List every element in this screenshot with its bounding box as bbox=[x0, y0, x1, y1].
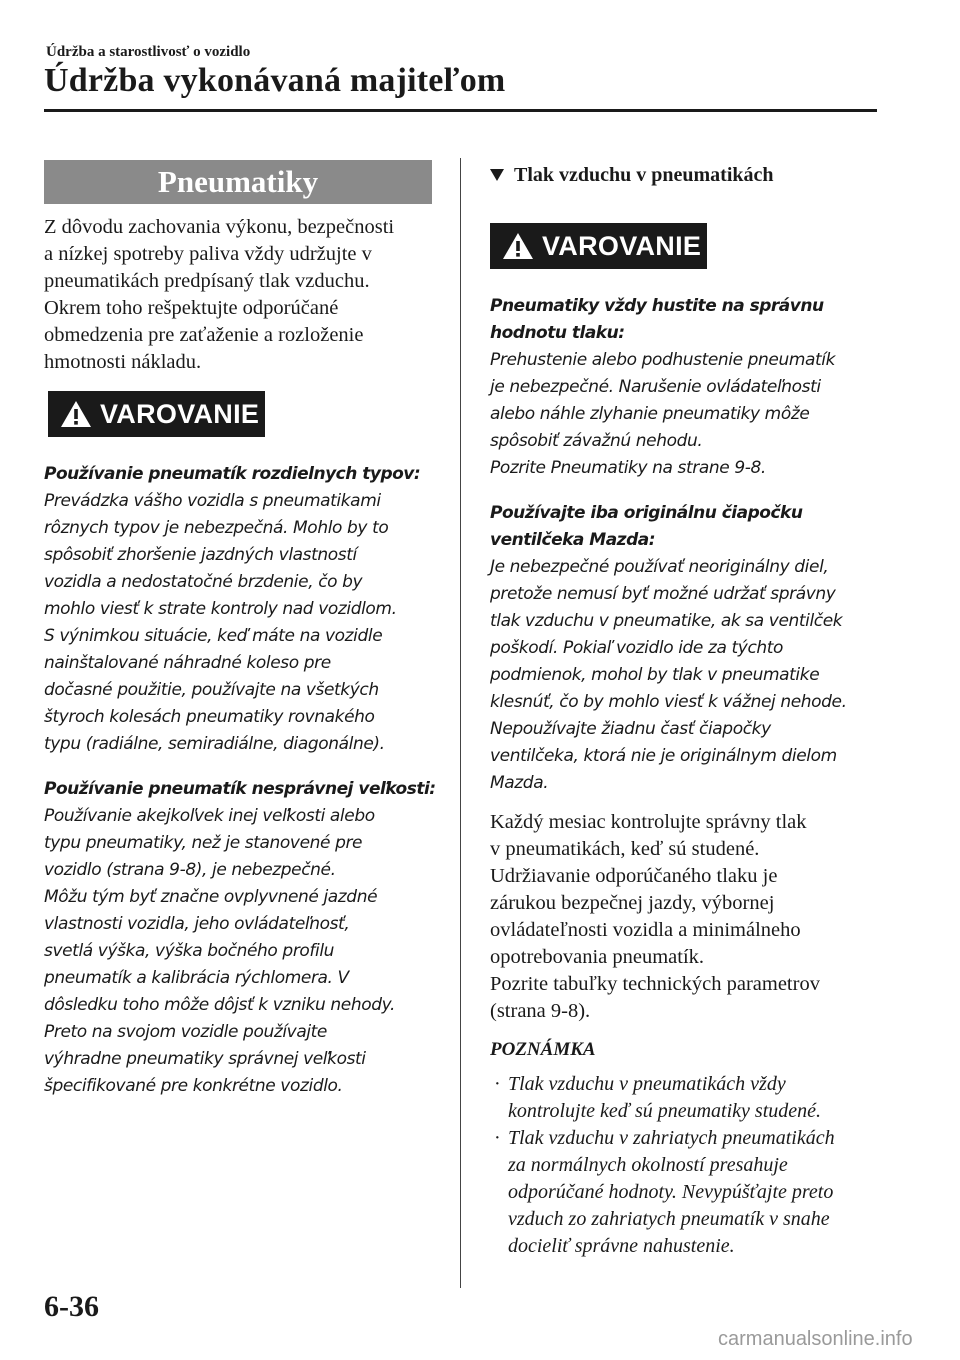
warning-block-mixed-tires bbox=[44, 461, 436, 758]
body-line: zárukou bezpečnej jazdy, výbornej bbox=[490, 892, 775, 914]
note-line: vzduch zo zahriatych pneumatík v snahe bbox=[508, 1208, 830, 1230]
breadcrumb: Údržba a starostlivosť o vozidlo bbox=[46, 44, 251, 60]
warning-block-wrong-size bbox=[44, 776, 436, 1100]
warning-line: špecifikované pre konkrétne vozidlo. bbox=[44, 1076, 343, 1096]
watermark: carmanualsonline.info bbox=[718, 1328, 913, 1350]
note-list bbox=[490, 1071, 880, 1260]
warning-line: svetlá výška, výška bočného profilu bbox=[44, 941, 335, 961]
note-item bbox=[490, 1071, 880, 1125]
note-line: Tlak vzduchu v zahriatych pneumatikách bbox=[508, 1127, 835, 1149]
warning-line: Nepoužívajte žiadnu časť čiapočky bbox=[490, 719, 771, 739]
warning-line: Prevádzka vášho vozidla s pneumatikami bbox=[44, 491, 381, 511]
intro-line: pneumatikách predpísaný tlak vzduchu. bbox=[44, 270, 370, 292]
warning-line: vlastnosti vozidla, jeho ovládateľnosť, bbox=[44, 914, 350, 934]
warning-line: typu (radiálne, semiradiálne, diagonálne). bbox=[44, 734, 385, 754]
warning-heading: Pneumatiky vždy hustite na správnu bbox=[490, 296, 824, 316]
intro-line: Z dôvodu zachovania výkonu, bezpečnosti bbox=[44, 216, 395, 238]
body-line: v pneumatikách, keď sú studené. bbox=[490, 838, 760, 860]
warning-heading: Používajte iba originálnu čiapočku bbox=[490, 503, 803, 523]
warning-line: S výnimkou situácie, keď máte na vozidle bbox=[44, 626, 383, 646]
warning-line: dočasné použitie, používajte na všetkých bbox=[44, 680, 379, 700]
note-item bbox=[490, 1125, 880, 1260]
warning-line: spôsobiť závažnú nehodu. bbox=[490, 431, 703, 451]
warning-line: tlak vzduchu v pneumatike, ak sa ventilček bbox=[490, 611, 843, 631]
body-line: Udržiavanie odporúčaného tlaku je bbox=[490, 865, 778, 887]
warning-line: poškodí. Pokiaľ vozidlo ide za týchto bbox=[490, 638, 784, 658]
warning-heading: ventilčeka Mazda: bbox=[490, 530, 656, 550]
intro-paragraph bbox=[44, 214, 436, 376]
warning-heading: hodnotu tlaku: bbox=[490, 323, 625, 343]
warning-heading: Používanie pneumatík nesprávnej veľkosti: bbox=[44, 779, 436, 799]
warning-badge bbox=[490, 223, 707, 269]
warning-line: alebo náhle zlyhanie pneumatiky môže bbox=[490, 404, 810, 424]
warning-line: vozidla a nedostatočné brzdenie, čo by bbox=[44, 572, 363, 592]
note-line: odporúčané hodnoty. Nevypúšťajte preto bbox=[508, 1181, 834, 1203]
warning-line: Je nebezpečné používať neoriginálny diel, bbox=[490, 557, 829, 577]
left-column bbox=[44, 160, 436, 1100]
note-line: kontrolujte keď sú pneumatiky studené. bbox=[508, 1100, 822, 1122]
warning-line: dôsledku toho môže dôjsť k vzniku nehody. bbox=[44, 995, 395, 1015]
warning-line: klesnúť, čo by mohlo viesť k vážnej nehode. bbox=[490, 692, 847, 712]
column-divider bbox=[460, 158, 461, 1288]
warning-line: pneumatík a kalibrácia rýchlomera. V bbox=[44, 968, 349, 988]
warning-line: Prehustenie alebo podhustenie pneumatík bbox=[490, 350, 836, 370]
note-title: POZNÁMKA bbox=[490, 1039, 596, 1060]
warning-line: Používanie akejkoľvek inej veľkosti alebo bbox=[44, 806, 375, 826]
subheading-text: Tlak vzduchu v pneumatikách bbox=[514, 163, 774, 186]
intro-line: hmotnosti nákladu. bbox=[44, 351, 202, 373]
warning-line: Preto na svojom vozidle používajte bbox=[44, 1022, 327, 1042]
warning-badge bbox=[48, 391, 265, 437]
intro-line: obmedzenia pre zaťaženie a rozloženie bbox=[44, 324, 364, 346]
section-title-bar bbox=[44, 160, 432, 204]
warning-line: Môžu tým byť značne ovplyvnené jazdné bbox=[44, 887, 378, 907]
warning-line: ventilčeka, ktorá nie je originálnym dielom bbox=[490, 746, 837, 766]
warning-line: podmienok, mohol by tlak v pneumatike bbox=[490, 665, 820, 685]
warning-block-valve-cap bbox=[490, 500, 880, 797]
warning-block-pressure bbox=[490, 293, 880, 482]
subheading bbox=[490, 160, 880, 190]
warning-line: Mazda. bbox=[490, 773, 549, 793]
triangle-down-icon bbox=[490, 169, 504, 181]
warning-label: VAROVANIE bbox=[542, 230, 702, 261]
note-line: Tlak vzduchu v pneumatikách vždy bbox=[508, 1073, 786, 1095]
warning-line: Pozrite Pneumatiky na strane 9-8. bbox=[490, 458, 766, 478]
body-paragraph bbox=[490, 809, 880, 1025]
warning-line: vozidlo (strana 9-8), je nebezpečné. bbox=[44, 860, 336, 880]
warning-line: nainštalované náhradné koleso pre bbox=[44, 653, 331, 673]
body-line: Každý mesiac kontrolujte správny tlak bbox=[490, 811, 807, 833]
right-column bbox=[490, 160, 880, 1260]
warning-heading: Používanie pneumatík rozdielnych typov: bbox=[44, 464, 421, 484]
chapter-title: Údržba vykonávaná majiteľom bbox=[44, 62, 506, 99]
warning-triangle-icon bbox=[60, 399, 92, 429]
page-number: 6-36 bbox=[44, 1290, 99, 1323]
note-line: docieliť správne nahustenie. bbox=[508, 1235, 735, 1257]
bullet-icon: · bbox=[494, 1073, 501, 1095]
body-line: (strana 9-8). bbox=[490, 1000, 591, 1022]
body-line: ovládateľnosti vozidla a minimálneho bbox=[490, 919, 801, 941]
warning-line: štyroch kolesách pneumatiky rovnakého bbox=[44, 707, 375, 727]
note-line: za normálnych okolností presahuje bbox=[508, 1154, 788, 1176]
section-title: Pneumatiky bbox=[157, 164, 319, 199]
warning-label: VAROVANIE bbox=[100, 398, 260, 429]
bullet-icon: · bbox=[494, 1127, 501, 1149]
intro-line: Okrem toho rešpektujte odporúčané bbox=[44, 297, 339, 319]
intro-line: a nízkej spotreby paliva vždy udržujte v bbox=[44, 243, 372, 265]
header-rule bbox=[44, 109, 877, 112]
warning-line: rôznych typov je nebezpečná. Mohlo by to bbox=[44, 518, 389, 538]
body-line: Pozrite tabuľky technických parametrov bbox=[490, 973, 820, 995]
body-line: opotrebovania pneumatík. bbox=[490, 946, 705, 968]
warning-triangle-icon bbox=[502, 231, 534, 261]
warning-line: pretože nemusí byť možné udržať správny bbox=[490, 584, 836, 604]
warning-line: spôsobiť zhoršenie jazdných vlastností bbox=[44, 545, 357, 565]
warning-line: výhradne pneumatiky správnej veľkosti bbox=[44, 1049, 366, 1069]
warning-line: typu pneumatiky, než je stanovené pre bbox=[44, 833, 363, 853]
warning-line: je nebezpečné. Narušenie ovládateľnosti bbox=[490, 377, 821, 397]
warning-line: mohlo viesť k strate kontroly nad vozidlom. bbox=[44, 599, 397, 619]
